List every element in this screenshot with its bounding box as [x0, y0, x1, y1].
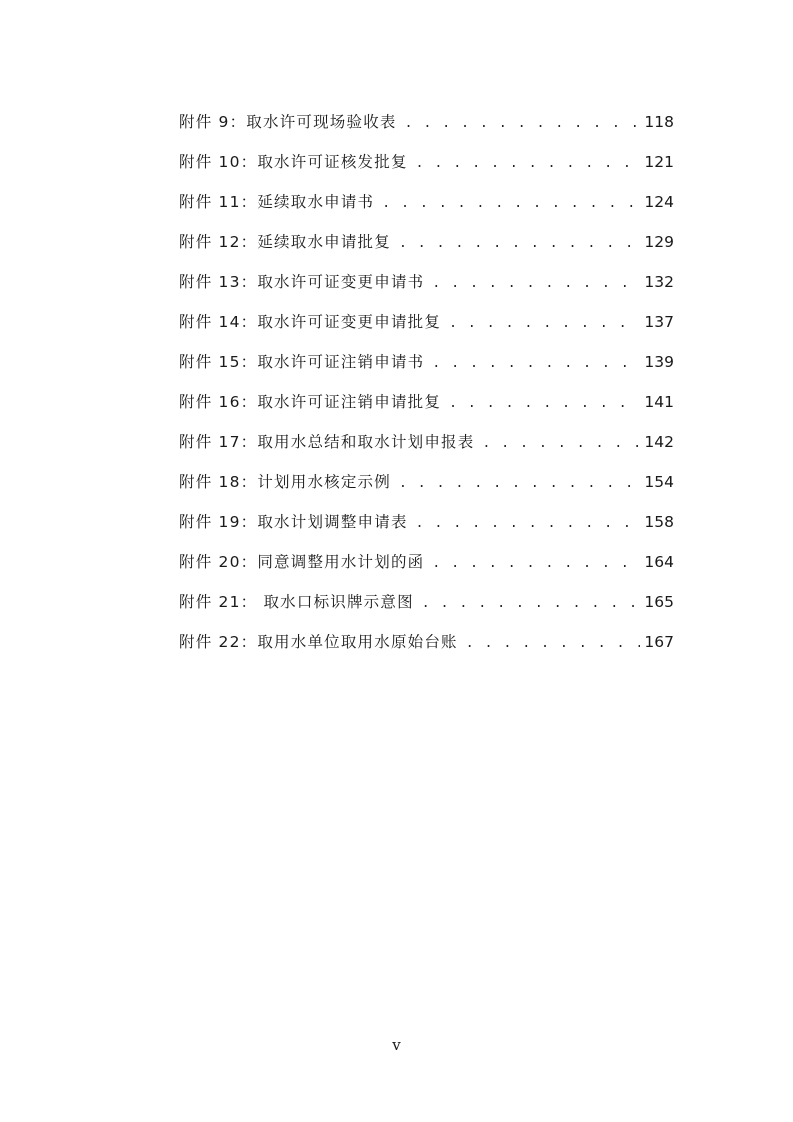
toc-leader-dots [432, 276, 640, 291]
toc-entry-page: 121 [644, 153, 674, 171]
toc-entry-page: 167 [644, 633, 674, 651]
toc-leader-dots [466, 636, 641, 651]
toc-entry-page: 139 [644, 353, 674, 371]
toc-entry[interactable] [179, 590, 674, 630]
toc-entry[interactable] [179, 190, 674, 230]
toc-entry-page: 158 [644, 513, 674, 531]
toc-entry-page: 124 [644, 193, 674, 211]
toc-leader-dots [399, 236, 640, 251]
toc-entry-title: 附件 22：取用水单位取用水原始台账 [179, 633, 458, 651]
toc-entry[interactable] [179, 430, 674, 470]
toc-entry-title: 附件 15：取水许可证注销申请书 [179, 353, 425, 371]
toc-entry-title: 附件 20：同意调整用水计划的函 [179, 553, 425, 571]
toc-entry-page: 132 [644, 273, 674, 291]
toc-entry[interactable] [179, 150, 674, 190]
toc-leader-dots [422, 596, 641, 611]
toc-leader-dots [416, 156, 641, 171]
toc-entry-page: 142 [644, 433, 674, 451]
toc-entry-title: 附件 9：取水许可现场验收表 [179, 113, 397, 131]
toc-entry-page: 164 [644, 553, 674, 571]
toc-leader-dots [405, 116, 641, 131]
toc-entry-page: 137 [644, 313, 674, 331]
toc-entry[interactable] [179, 350, 674, 390]
table-of-contents [179, 110, 674, 670]
toc-entry-title: 附件 19：取水计划调整申请表 [179, 513, 408, 531]
toc-entry-title: 附件 11：延续取水申请书 [179, 193, 375, 211]
toc-leader-dots [432, 556, 640, 571]
toc-leader-dots [432, 356, 640, 371]
toc-entry-page: 118 [644, 113, 674, 131]
toc-entry-title: 附件 16：取水许可证注销申请批复 [179, 393, 442, 411]
toc-leader-dots [449, 316, 640, 331]
toc-entry-title: 附件 21： 取水口标识牌示意图 [179, 593, 414, 611]
toc-entry[interactable] [179, 550, 674, 590]
toc-entry-title: 附件 12：延续取水申请批复 [179, 233, 391, 251]
toc-entry-title: 附件 14：取水许可证变更申请批复 [179, 313, 442, 331]
toc-entry-page: 165 [644, 593, 674, 611]
toc-entry-title: 附件 10：取水许可证核发批复 [179, 153, 408, 171]
toc-entry-page: 141 [644, 393, 674, 411]
toc-leader-dots [399, 476, 640, 491]
toc-entry-page: 129 [644, 233, 674, 251]
toc-leader-dots [449, 396, 640, 411]
toc-leader-dots [416, 516, 641, 531]
toc-entry[interactable] [179, 470, 674, 510]
toc-entry-title: 附件 18：计划用水核定示例 [179, 473, 391, 491]
toc-entry-title: 附件 13：取水许可证变更申请书 [179, 273, 425, 291]
toc-entry[interactable] [179, 270, 674, 310]
toc-entry[interactable] [179, 310, 674, 350]
toc-leader-dots [482, 436, 640, 451]
toc-entry[interactable] [179, 510, 674, 550]
toc-entry[interactable] [179, 630, 674, 670]
toc-entry-title: 附件 17：取用水总结和取水计划申报表 [179, 433, 475, 451]
page-number: v [392, 1036, 401, 1054]
toc-entry[interactable] [179, 230, 674, 270]
toc-entry-page: 154 [644, 473, 674, 491]
toc-leader-dots [382, 196, 640, 211]
toc-entry[interactable] [179, 390, 674, 430]
toc-entry[interactable] [179, 110, 674, 150]
